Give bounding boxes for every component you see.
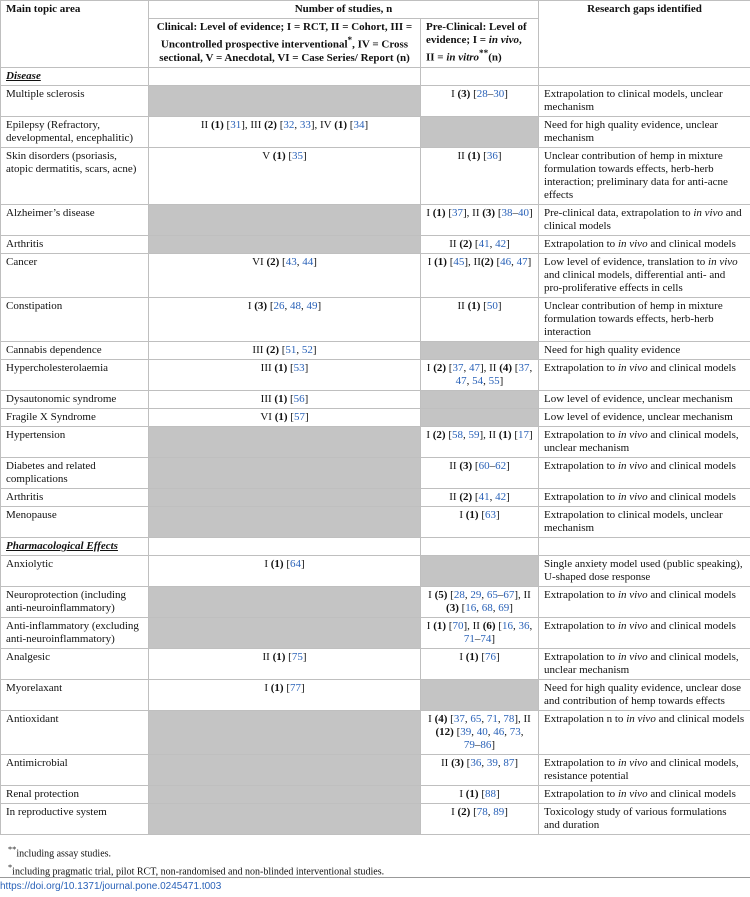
- clinical-evidence-cell: III (1) [56]: [149, 390, 421, 408]
- preclinical-evidence-cell: II (3) [60–62]: [421, 457, 539, 488]
- preclinical-evidence-cell: I (4) [37, 65, 71, 78], II (12) [39, 40, 46, 73, 79–86]: [421, 710, 539, 754]
- empty-cell: [421, 67, 539, 85]
- clinical-empty-cell: [149, 586, 421, 617]
- footer-divider: [0, 877, 750, 878]
- reference-link[interactable]: 33: [299, 118, 311, 131]
- preclinical-evidence-cell: II (2) [41, 42]: [421, 235, 539, 253]
- research-gaps-cell: Need for high quality evidence, unclear dose and contribution of hemp towards effects: [539, 679, 750, 710]
- topic-cell: Antioxidant: [1, 710, 149, 754]
- reference-link[interactable]: 40: [518, 206, 529, 219]
- reference-link[interactable]: 38: [501, 206, 513, 219]
- clinical-evidence-cell: II (1) [31], III (2) [32, 33], IV (1) [34]: [149, 116, 421, 147]
- topic-cell: Cancer: [1, 253, 149, 297]
- preclinical-evidence-cell: I (1) [70], II (6) [16, 36, 71–74]: [421, 617, 539, 648]
- clinical-empty-cell: [149, 426, 421, 457]
- reference-link[interactable]: 57: [293, 410, 305, 423]
- reference-link[interactable]: 77: [290, 681, 301, 694]
- table-row: [1, 253, 750, 297]
- reference-link[interactable]: 47: [468, 361, 480, 374]
- header-main-topic: Main topic area: [1, 1, 149, 68]
- empty-cell: [149, 67, 421, 85]
- reference-link[interactable]: 16: [465, 601, 477, 614]
- preclinical-evidence-cell: I (1) [63]: [421, 506, 539, 537]
- reference-link[interactable]: 68: [481, 601, 493, 614]
- preclinical-evidence-cell: I (3) [28–30]: [421, 85, 539, 116]
- reference-link[interactable]: 41: [478, 237, 490, 250]
- preclinical-empty-cell: [421, 390, 539, 408]
- table-row: [1, 359, 750, 390]
- reference-link[interactable]: 36: [518, 619, 530, 632]
- research-gaps-cell: Extrapolation to in vivo and clinical models: [539, 359, 750, 390]
- reference-link[interactable]: 47: [455, 374, 467, 387]
- reference-link[interactable]: 87: [503, 756, 515, 769]
- footnote-assay: **including assay studies.: [8, 845, 112, 860]
- reference-link[interactable]: 39: [486, 756, 498, 769]
- reference-link[interactable]: 44: [302, 255, 314, 268]
- reference-link[interactable]: 26: [273, 299, 285, 312]
- reference-link[interactable]: 50: [486, 299, 498, 312]
- research-gaps-cell: Extrapolation to in vivo and clinical models: [539, 586, 750, 617]
- preclinical-empty-cell: [421, 341, 539, 359]
- table-row: [1, 408, 750, 426]
- research-gaps-cell: Extrapolation to in vivo and clinical models: [539, 457, 750, 488]
- reference-link[interactable]: 43: [285, 255, 297, 268]
- preclinical-evidence-cell: I (2) [37, 47], II (4) [37, 47, 54, 55]: [421, 359, 539, 390]
- clinical-empty-cell: [149, 506, 421, 537]
- clinical-empty-cell: [149, 803, 421, 834]
- research-gaps-cell: Extrapolation to clinical models, unclear mechanism: [539, 506, 750, 537]
- empty-cell: [149, 537, 421, 555]
- header-number-of-studies: Number of studies, n: [149, 1, 539, 19]
- reference-link[interactable]: 35: [292, 149, 304, 162]
- clinical-evidence-cell: I (3) [26, 48, 49]: [149, 297, 421, 341]
- topic-cell: Dysautonomic syndrome: [1, 390, 149, 408]
- footnotes: [8, 843, 384, 880]
- preclinical-empty-cell: [421, 408, 539, 426]
- clinical-empty-cell: [149, 488, 421, 506]
- research-gaps-cell: Extrapolation to in vivo and clinical models: [539, 235, 750, 253]
- topic-cell: Fragile X Syndrome: [1, 408, 149, 426]
- topic-cell: Anxiolytic: [1, 555, 149, 586]
- topic-cell: Alzheimer’s disease: [1, 204, 149, 235]
- preclinical-evidence-cell: II (2) [41, 42]: [421, 488, 539, 506]
- table-row: [1, 390, 750, 408]
- reference-link[interactable]: 37: [452, 361, 464, 374]
- reference-link[interactable]: 71: [463, 632, 475, 645]
- preclinical-empty-cell: [421, 555, 539, 586]
- reference-link[interactable]: 52: [301, 343, 313, 356]
- preclinical-evidence-cell: II (1) [36]: [421, 147, 539, 204]
- table-row: [1, 710, 750, 754]
- reference-link[interactable]: 64: [290, 557, 301, 570]
- empty-cell: [539, 537, 750, 555]
- reference-link[interactable]: 78: [476, 805, 488, 818]
- research-gaps-cell: Unclear contribution of hemp in mixture formulation towards effects, herb-herb interaction; preliminary data for anti-acne effects: [539, 147, 750, 204]
- table-row: [1, 147, 750, 204]
- table-row: [1, 586, 750, 617]
- reference-link[interactable]: 42: [495, 237, 507, 250]
- reference-link[interactable]: 58: [452, 428, 463, 441]
- reference-link[interactable]: 37: [518, 361, 530, 374]
- topic-cell: Skin disorders (psoriasis, atopic dermatitis, scars, acne): [1, 147, 149, 204]
- topic-cell: Neuroprotection (including anti-neuroinflammatory): [1, 586, 149, 617]
- reference-link[interactable]: 73: [509, 725, 521, 738]
- research-gaps-cell: Unclear contribution of hemp in mixture formulation towards effects, herb-herb interaction: [539, 297, 750, 341]
- empty-cell: [539, 67, 750, 85]
- topic-cell: Arthritis: [1, 488, 149, 506]
- clinical-empty-cell: [149, 617, 421, 648]
- reference-link[interactable]: 53: [293, 361, 305, 374]
- reference-link[interactable]: 56: [293, 392, 305, 405]
- topic-cell: Antimicrobial: [1, 754, 149, 785]
- preclinical-evidence-cell: I (1) [88]: [421, 785, 539, 803]
- table-row: [1, 803, 750, 834]
- reference-link[interactable]: 69: [498, 601, 510, 614]
- research-gaps-cell: Extrapolation to in vivo and clinical models: [539, 617, 750, 648]
- research-gaps-cell: Extrapolation to in vivo and clinical models, resistance potential: [539, 754, 750, 785]
- clinical-evidence-cell: I (1) [64]: [149, 555, 421, 586]
- research-gaps-cell: Low level of evidence, unclear mechanism: [539, 408, 750, 426]
- topic-cell: Epilepsy (Refractory, developmental, encephalitic): [1, 116, 149, 147]
- reference-link[interactable]: 86: [480, 738, 492, 751]
- header-row-1: [1, 1, 750, 19]
- table-row: [1, 555, 750, 586]
- reference-link[interactable]: 32: [283, 118, 295, 131]
- preclinical-evidence-cell: I (2) [78, 89]: [421, 803, 539, 834]
- research-gaps-cell: Need for high quality evidence, unclear mechanism: [539, 116, 750, 147]
- topic-cell: Analgesic: [1, 648, 149, 679]
- research-gaps-cell: Low level of evidence, unclear mechanism: [539, 390, 750, 408]
- reference-link[interactable]: 28: [453, 588, 465, 601]
- clinical-evidence-cell: V (1) [35]: [149, 147, 421, 204]
- clinical-empty-cell: [149, 204, 421, 235]
- research-gaps-cell: Low level of evidence, translation to in vivo and clinical models, differential anti- and pro-proliferative effects in cells: [539, 253, 750, 297]
- clinical-evidence-cell: II (1) [75]: [149, 648, 421, 679]
- preclinical-evidence-cell: I (1) [76]: [421, 648, 539, 679]
- table-row: [1, 785, 750, 803]
- table-body: [1, 67, 750, 834]
- reference-link[interactable]: 37: [453, 712, 465, 725]
- topic-cell: Cannabis dependence: [1, 341, 149, 359]
- empty-cell: [421, 537, 539, 555]
- section-row: [1, 67, 750, 85]
- table-row: [1, 235, 750, 253]
- clinical-empty-cell: [149, 754, 421, 785]
- table-row: [1, 506, 750, 537]
- topic-cell: Diabetes and related complications: [1, 457, 149, 488]
- clinical-evidence-cell: VI (1) [57]: [149, 408, 421, 426]
- reference-link[interactable]: 37: [452, 206, 463, 219]
- clinical-empty-cell: [149, 710, 421, 754]
- reference-link[interactable]: 47: [516, 255, 528, 268]
- research-gaps-cell: Extrapolation to in vivo and clinical models, unclear mechanism: [539, 648, 750, 679]
- header-preclinical: Pre-Clinical: Level of evidence; I = in vivo, II = in vitro**(n): [421, 19, 539, 68]
- table-row: [1, 85, 750, 116]
- footnote-pragmatic: *including pragmatic trial, pilot RCT, non-randomised and non-blinded interventional studies.: [8, 863, 385, 878]
- table-row: [1, 426, 750, 457]
- header-clinical: Clinical: Level of evidence; I = RCT, II = Cohort, III = Uncontrolled prospective interventional*, IV = Cross sectional, V = Anecdotal, VI = Case Series/ Report (n): [149, 19, 421, 68]
- reference-link[interactable]: 36: [470, 756, 482, 769]
- research-gaps-cell: Pre-clinical data, extrapolation to in vivo and clinical models: [539, 204, 750, 235]
- topic-cell: Hypercholesterolaemia: [1, 359, 149, 390]
- table-row: [1, 754, 750, 785]
- preclinical-empty-cell: [421, 679, 539, 710]
- clinical-empty-cell: [149, 85, 421, 116]
- reference-link[interactable]: 75: [291, 650, 303, 663]
- table-row: [1, 648, 750, 679]
- reference-link[interactable]: 34: [353, 118, 365, 131]
- reference-link[interactable]: 76: [485, 650, 496, 663]
- reference-link[interactable]: 78: [503, 712, 515, 725]
- research-gaps-cell: Extrapolation to clinical models, unclear mechanism: [539, 85, 750, 116]
- reference-link[interactable]: 88: [485, 787, 496, 800]
- reference-link[interactable]: 62: [495, 459, 507, 472]
- reference-link[interactable]: 40: [476, 725, 488, 738]
- table-row: [1, 297, 750, 341]
- reference-link[interactable]: 31: [230, 118, 242, 131]
- topic-cell: Hypertension: [1, 426, 149, 457]
- topic-cell: Constipation: [1, 297, 149, 341]
- reference-link[interactable]: 60: [478, 459, 490, 472]
- preclinical-empty-cell: [421, 116, 539, 147]
- reference-link[interactable]: 46: [500, 255, 512, 268]
- reference-link[interactable]: 29: [470, 588, 482, 601]
- reference-link[interactable]: 67: [503, 588, 515, 601]
- reference-link[interactable]: 74: [480, 632, 492, 645]
- reference-link[interactable]: 39: [460, 725, 472, 738]
- topic-cell: In reproductive system: [1, 803, 149, 834]
- table-row: [1, 204, 750, 235]
- table-row: [1, 488, 750, 506]
- table-row: [1, 457, 750, 488]
- clinical-evidence-cell: III (2) [51, 52]: [149, 341, 421, 359]
- reference-link[interactable]: 48: [290, 299, 301, 312]
- reference-link[interactable]: 63: [485, 508, 496, 521]
- clinical-evidence-cell: III (1) [53]: [149, 359, 421, 390]
- topic-cell: Anti-inflammatory (excluding anti-neuroinflammatory): [1, 617, 149, 648]
- preclinical-evidence-cell: I (2) [58, 59], II (1) [17]: [421, 426, 539, 457]
- reference-link[interactable]: 51: [285, 343, 297, 356]
- reference-link[interactable]: 41: [478, 490, 490, 503]
- table-row: [1, 679, 750, 710]
- reference-link[interactable]: 65: [486, 588, 498, 601]
- header-research-gaps: Research gaps identified: [539, 1, 750, 68]
- reference-link[interactable]: 65: [470, 712, 482, 725]
- topic-cell: Menopause: [1, 506, 149, 537]
- table-row: [1, 341, 750, 359]
- reference-link[interactable]: 36: [486, 149, 498, 162]
- reference-link[interactable]: 71: [486, 712, 498, 725]
- topic-cell: Renal protection: [1, 785, 149, 803]
- clinical-evidence-cell: VI (2) [43, 44]: [149, 253, 421, 297]
- reference-link[interactable]: 42: [495, 490, 507, 503]
- section-row: [1, 537, 750, 555]
- research-gaps-cell: Extrapolation to in vivo and clinical models: [539, 785, 750, 803]
- clinical-empty-cell: [149, 457, 421, 488]
- clinical-evidence-cell: I (1) [77]: [149, 679, 421, 710]
- clinical-empty-cell: [149, 235, 421, 253]
- research-gaps-cell: Need for high quality evidence: [539, 341, 750, 359]
- research-gaps-cell: Extrapolation n to in vivo and clinical models: [539, 710, 750, 754]
- preclinical-evidence-cell: I (1) [45], II(2) [46, 47]: [421, 253, 539, 297]
- topic-cell: Arthritis: [1, 235, 149, 253]
- reference-link[interactable]: 55: [488, 374, 500, 387]
- section-label: Pharmacological Effects: [1, 537, 149, 555]
- reference-link[interactable]: 59: [468, 428, 480, 441]
- reference-link[interactable]: 17: [518, 428, 529, 441]
- reference-link[interactable]: 45: [453, 255, 465, 268]
- reference-link[interactable]: 49: [306, 299, 318, 312]
- table-row: [1, 116, 750, 147]
- preclinical-evidence-cell: II (1) [50]: [421, 297, 539, 341]
- reference-link[interactable]: 16: [501, 619, 513, 632]
- research-gaps-cell: Single anxiety model used (public speaking), U-shaped dose response: [539, 555, 750, 586]
- reference-link[interactable]: 79: [463, 738, 475, 751]
- reference-link[interactable]: 30: [493, 87, 505, 100]
- topic-cell: Multiple sclerosis: [1, 85, 149, 116]
- doi-link[interactable]: https://doi.org/10.1371/journal.pone.0245471.t003: [0, 881, 222, 892]
- research-gaps-cell: Extrapolation to in vivo and clinical models: [539, 488, 750, 506]
- reference-link[interactable]: 46: [493, 725, 505, 738]
- preclinical-evidence-cell: I (5) [28, 29, 65–67], II (3) [16, 68, 69]: [421, 586, 539, 617]
- research-gaps-cell: Toxicology study of various formulations and duration: [539, 803, 750, 834]
- clinical-empty-cell: [149, 785, 421, 803]
- preclinical-evidence-cell: I (1) [37], II (3) [38–40]: [421, 204, 539, 235]
- research-gaps-cell: Extrapolation to in vivo and clinical models, unclear mechanism: [539, 426, 750, 457]
- reference-link[interactable]: 54: [472, 374, 484, 387]
- topic-cell: Myorelaxant: [1, 679, 149, 710]
- section-label: Disease: [1, 67, 149, 85]
- reference-link[interactable]: 70: [452, 619, 464, 632]
- reference-link[interactable]: 28: [476, 87, 488, 100]
- reference-link[interactable]: 89: [493, 805, 505, 818]
- table-row: [1, 617, 750, 648]
- preclinical-evidence-cell: II (3) [36, 39, 87]: [421, 754, 539, 785]
